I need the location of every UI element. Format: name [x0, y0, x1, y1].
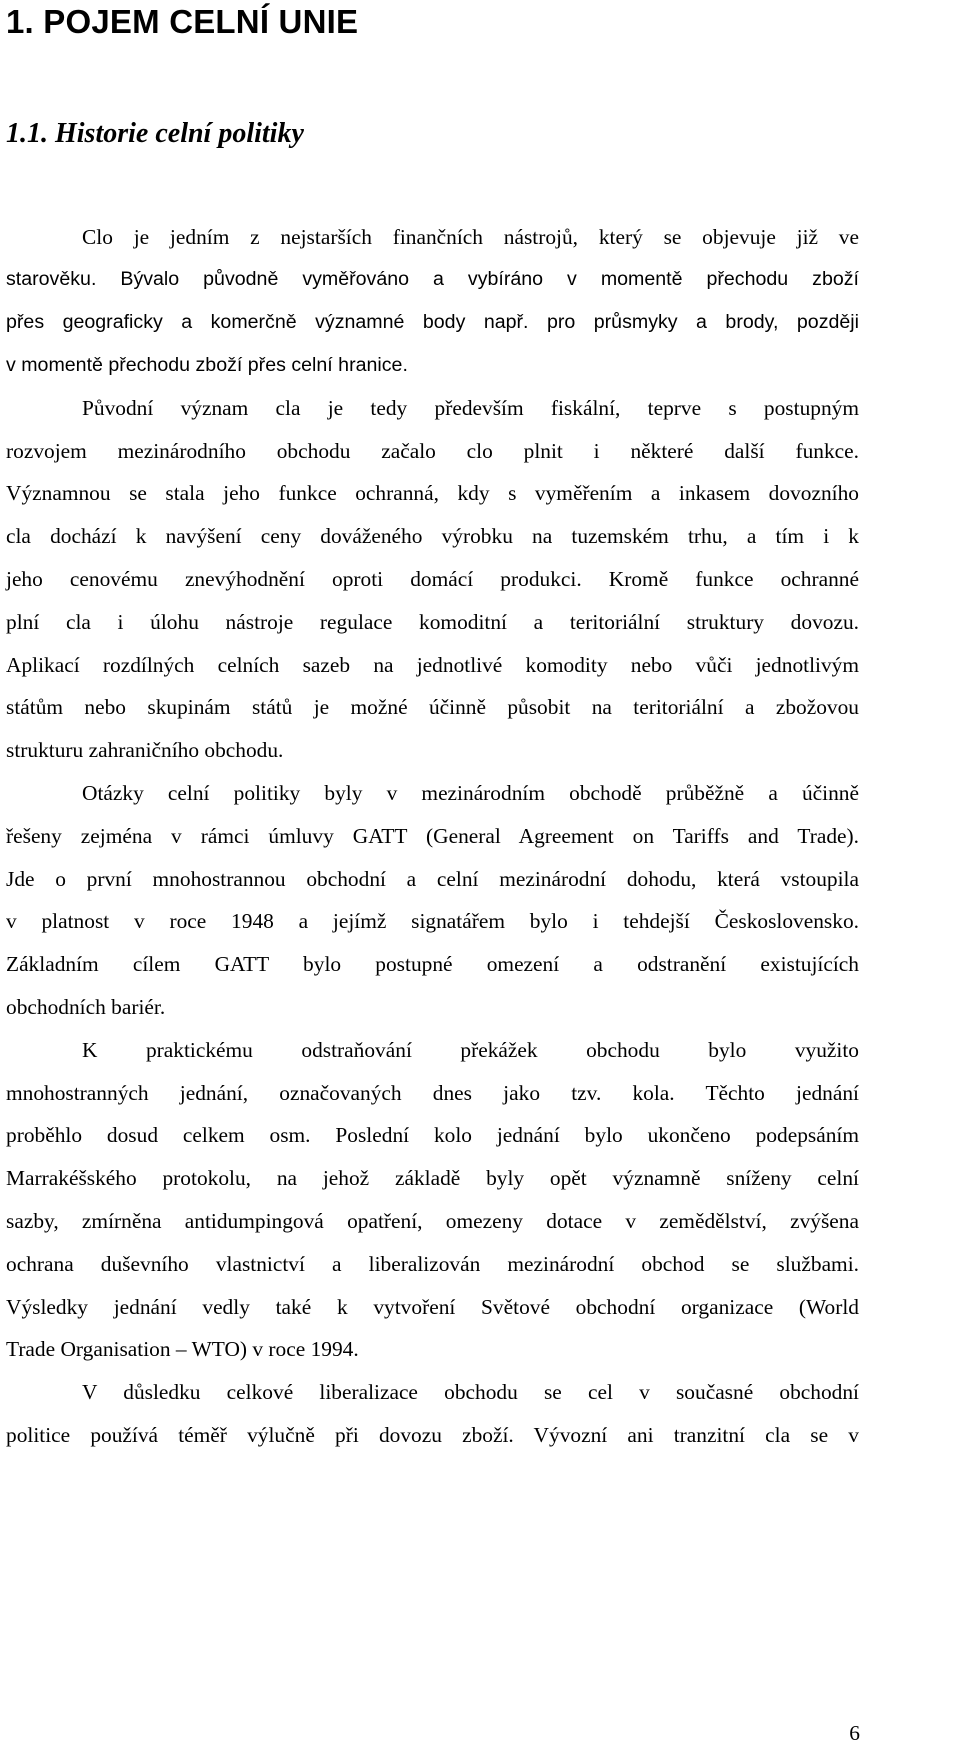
text-line: přes geograficky a komerčně významné body např. pro průsmyky a brody, později	[6, 311, 859, 333]
text-line: plní cla i úlohu nástroje regulace komoditní a teritoriální struktury dovozu.	[6, 610, 859, 634]
text-line: řešeny zejména v rámci úmluvy GATT (General Agreement on Tariffs and Trade).	[6, 824, 859, 848]
text-line: Výsledky jednání vedly také k vytvoření Světové obchodní organizace (World	[6, 1295, 859, 1319]
text-line: mnohostranných jednání, označovaných dnes jako tzv. kola. Těchto jednání	[6, 1081, 859, 1105]
text-line: ochrana duševního vlastnictví a liberalizován mezinárodní obchod se službami.	[6, 1252, 859, 1276]
text-line: obchodních bariér.	[6, 995, 166, 1019]
text-line: proběhlo dosud celkem osm. Poslední kolo jednání bylo ukončeno podepsáním	[6, 1123, 859, 1147]
text-line: strukturu zahraničního obchodu.	[6, 738, 284, 762]
text-line: Původní význam cla je tedy především fiskální, teprve s postupným	[82, 396, 859, 420]
text-line: v platnost v roce 1948 a jejímž signatářem bylo i tehdejší Československo.	[6, 909, 859, 933]
text-line: Významnou se stala jeho funkce ochranná, kdy s vyměřením a inkasem dovozního	[6, 481, 859, 505]
text-line: Jde o první mnohostrannou obchodní a celní mezinárodní dohodu, která vstoupila	[6, 867, 859, 891]
text-line: Základním cílem GATT bylo postupné omezení a odstranění existujících	[6, 952, 859, 976]
text-line: starověku. Bývalo původně vyměřováno a vybíráno v momentě přechodu zboží	[6, 268, 859, 290]
text-line: jeho cenovému znevýhodnění oproti domácí produkci. Kromě funkce ochranné	[6, 567, 859, 591]
text-line: V důsledku celkové liberalizace obchodu se cel v současné obchodní	[82, 1380, 859, 1404]
text-line: politice používá téměř výlučně při dovozu zboží. Vývozní ani tranzitní cla se v	[6, 1423, 859, 1447]
chapter-title: 1. POJEM CELNÍ UNIE	[6, 3, 359, 40]
text-line: Otázky celní politiky byly v mezinárodním obchodě průběžně a účinně	[82, 781, 859, 805]
text-line: Aplikací rozdílných celních sazeb na jednotlivé komodity nebo vůči jednotlivým	[6, 653, 859, 677]
page-number: 6	[849, 1721, 860, 1745]
text-line: Trade Organisation – WTO) v roce 1994.	[6, 1337, 359, 1361]
text-line: sazby, zmírněna antidumpingová opatření, omezeny dotace v zemědělství, zvýšena	[6, 1209, 859, 1233]
section-title: 1.1. Historie celní politiky	[6, 118, 304, 149]
text-line: Marrakéšského protokolu, na jehož základě byly opět významně sníženy celní	[6, 1166, 859, 1190]
text-line: státům nebo skupinám států je možné účinně působit na teritoriální a zbožovou	[6, 695, 859, 719]
text-line: K praktickému odstraňování překážek obchodu bylo využito	[82, 1038, 859, 1062]
text-line: v momentě přechodu zboží přes celní hranice.	[6, 354, 408, 376]
text-line: rozvojem mezinárodního obchodu začalo clo plnit i některé další funkce.	[6, 439, 859, 463]
text-line: cla dochází k navýšení ceny dováženého výrobku na tuzemském trhu, a tím i k	[6, 524, 859, 548]
text-line: Clo je jedním z nejstarších finančních nástrojů, který se objevuje již ve	[82, 225, 859, 249]
